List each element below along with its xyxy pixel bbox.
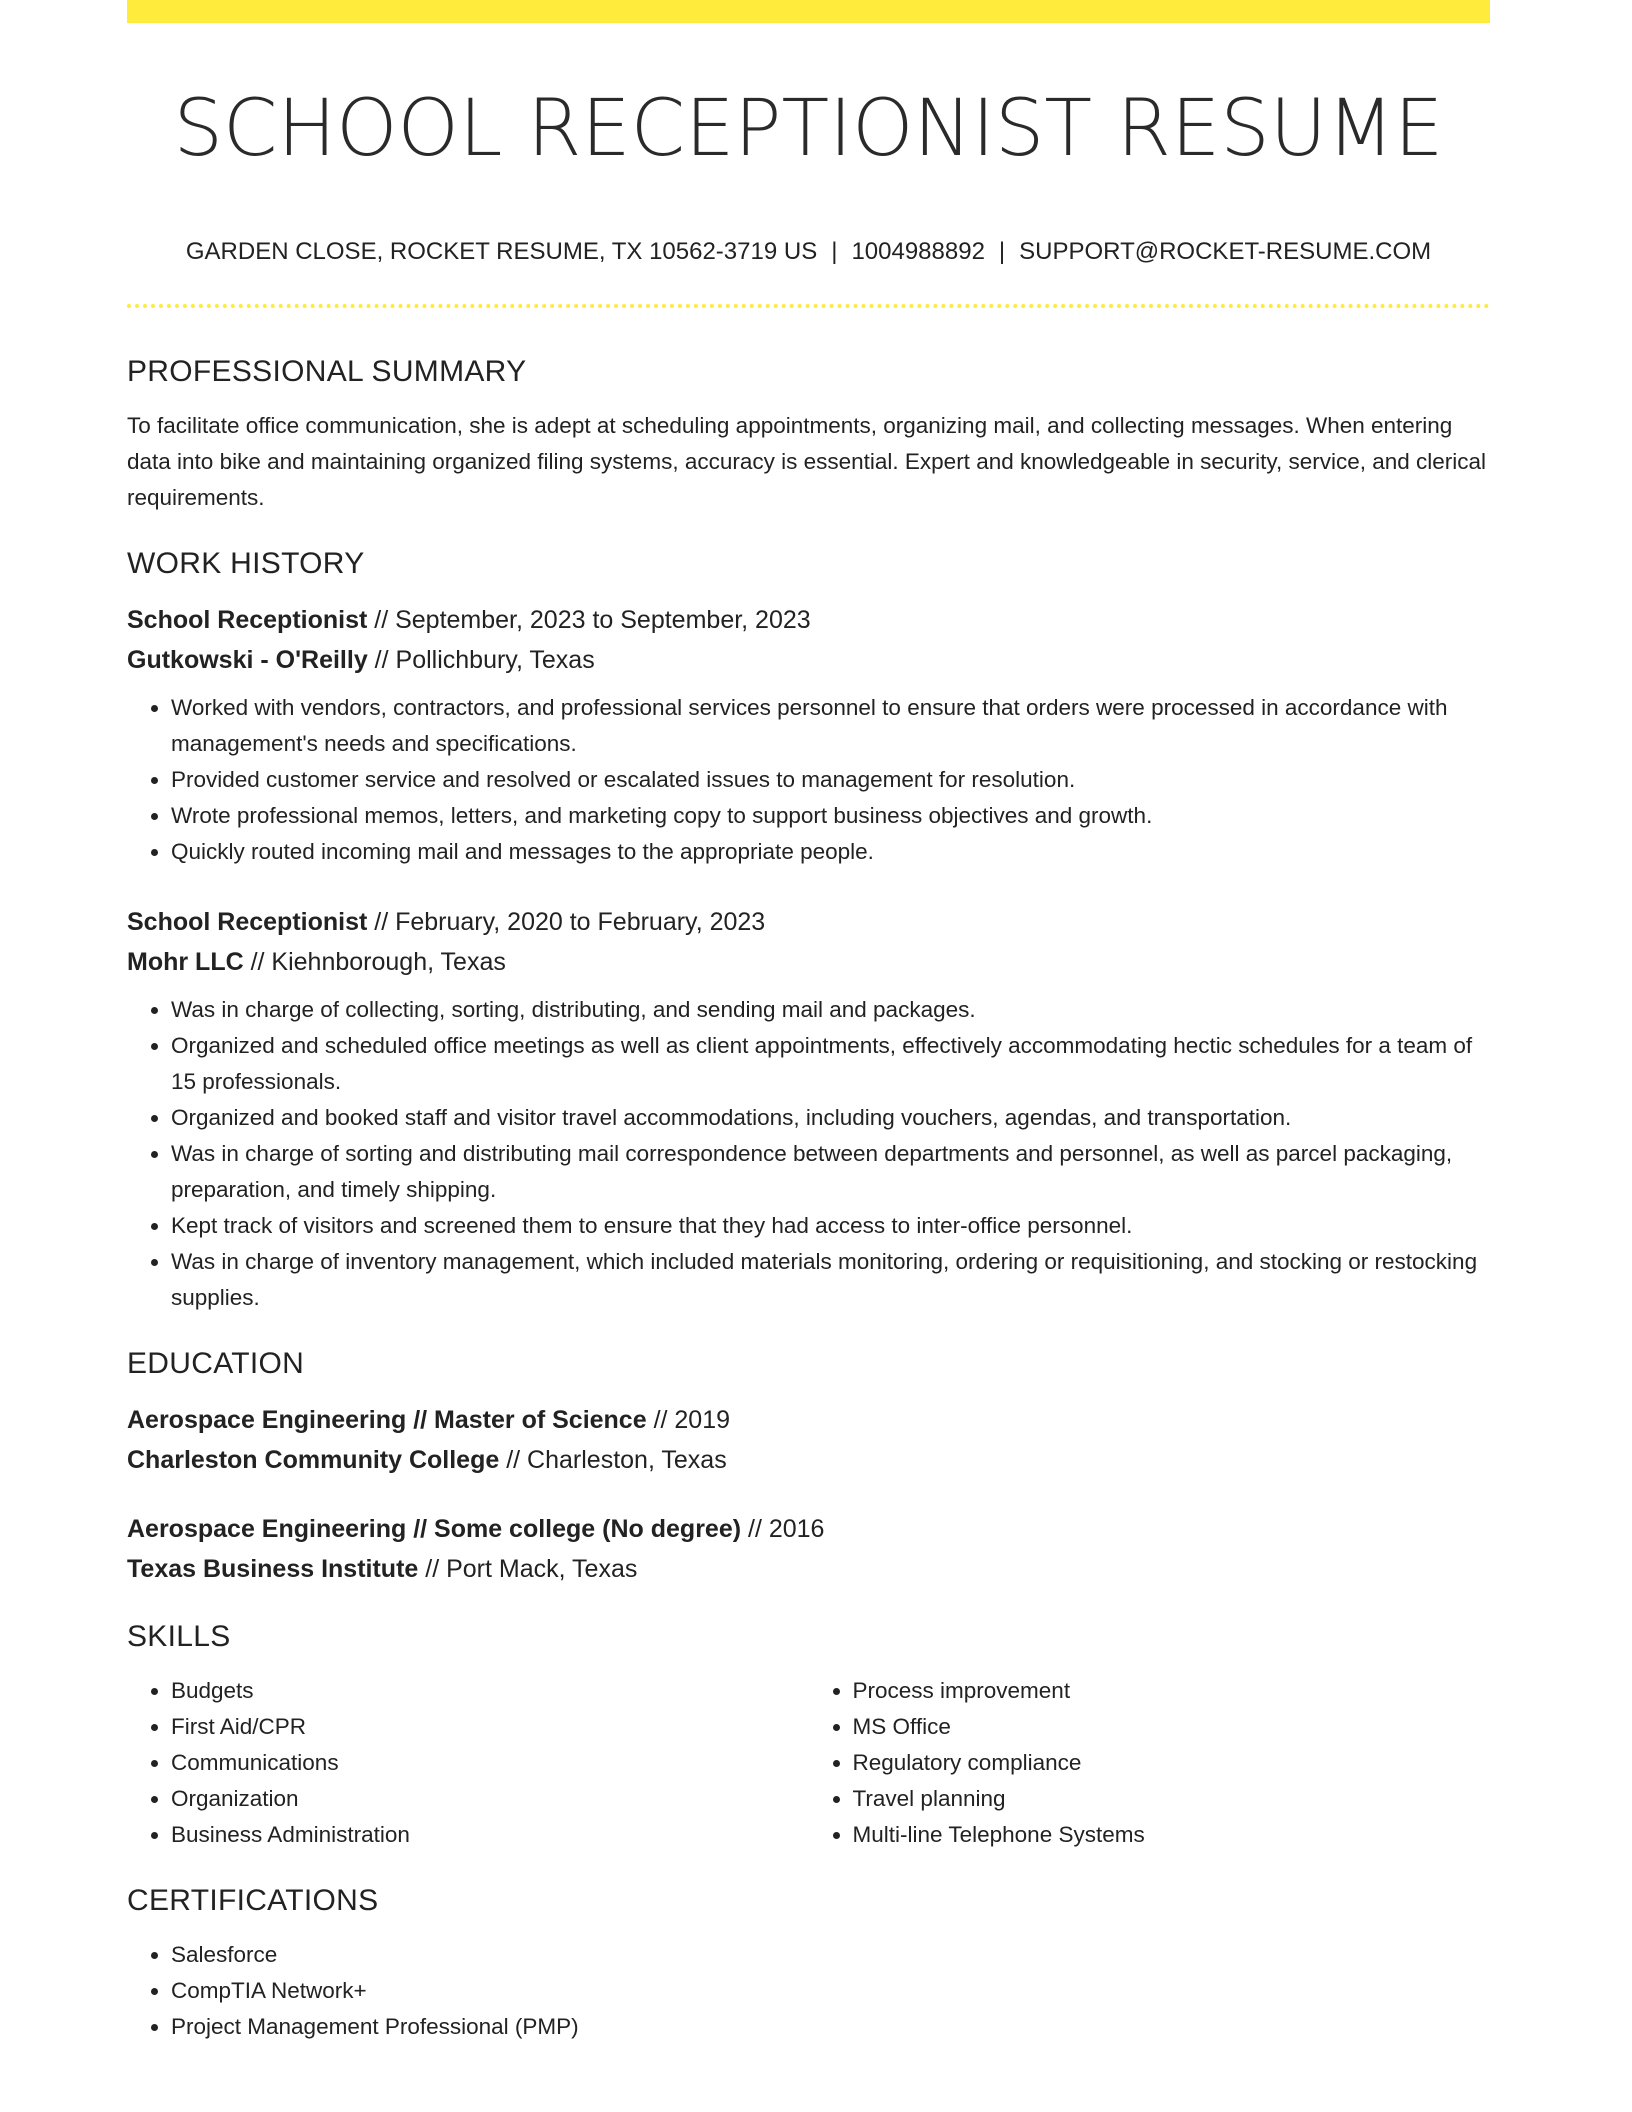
top-accent-bar [127, 0, 1490, 23]
degree: Aerospace Engineering // Master of Science [127, 1406, 647, 1434]
job-title: School Receptionist [127, 606, 368, 634]
summary-section [127, 350, 1490, 516]
job-entry [127, 600, 1490, 870]
list-item: • Quickly routed incoming mail and messages to the appropriate people. [171, 834, 1490, 870]
section-heading: WORK HISTORY [127, 547, 365, 580]
job-title: School Receptionist [127, 908, 368, 936]
work-history-section [127, 542, 1490, 1316]
list-item: • Organized and booked staff and visitor travel accommodations, including vouchers, agendas, and transportation. [171, 1100, 1490, 1136]
job-company-line [127, 942, 1490, 982]
degree-line [127, 1400, 1490, 1440]
job-location: // Pollichbury, Texas [367, 646, 595, 674]
list-item: • Budgets [171, 1673, 809, 1709]
job-company-line [127, 640, 1490, 680]
job-title-line [127, 600, 1490, 640]
degree-line [127, 1509, 1490, 1549]
job-bullets [127, 992, 1490, 1316]
list-item: • Regulatory compliance [853, 1745, 1491, 1781]
skills-left-list [127, 1673, 809, 1853]
list-item: • Kept track of visitors and screened them to ensure that they had access to inter-office personnel. [171, 1208, 1490, 1244]
job-company: Mohr LLC [127, 948, 244, 976]
job-bullets [127, 690, 1490, 870]
list-item: • MS Office [853, 1709, 1491, 1745]
list-item: • Was in charge of inventory management, which included materials monitoring, ordering or requisitioning, and stocking or restocking supplies. [171, 1244, 1490, 1316]
list-item: • Multi-line Telephone Systems [853, 1817, 1491, 1853]
job-dates: // February, 2020 to February, 2023 [367, 908, 766, 936]
school-location: // Port Mack, Texas [418, 1555, 638, 1583]
job-location: // Kiehnborough, Texas [243, 948, 506, 976]
section-heading: CERTIFICATIONS [127, 1884, 379, 1917]
resume-content [127, 350, 1490, 2045]
summary-text: To facilitate office communication, she is adept at scheduling appointments, organizing mail, and collecting messages. When entering data into bike and maintaining organized filing systems, accuracy is essential. Expert and knowledgeable in security, service, and clerical requirements. [127, 413, 1487, 510]
list-item: • First Aid/CPR [171, 1709, 809, 1745]
job-dates: // September, 2023 to September, 2023 [367, 606, 811, 634]
school: Charleston Community College [127, 1446, 500, 1474]
contact-separator: | [998, 238, 1006, 265]
page-title: SCHOOL RECEPTIONIST RESUME [173, 84, 1444, 174]
contact-line [127, 234, 1490, 270]
section-heading: SKILLS [127, 1620, 231, 1653]
school-location: // Charleston, Texas [499, 1446, 727, 1474]
list-item: • Communications [171, 1745, 809, 1781]
list-item: • Process improvement [853, 1673, 1491, 1709]
school: Texas Business Institute [127, 1555, 419, 1583]
list-item: • Worked with vendors, contractors, and professional services personnel to ensure that orders were processed in accordance with management's needs and specifications. [171, 690, 1490, 762]
certifications-list [127, 1937, 1490, 2045]
job-company: Gutkowski - O'Reilly [127, 646, 368, 674]
section-heading: EDUCATION [127, 1347, 305, 1380]
education-entry [127, 1400, 1490, 1480]
degree: Aerospace Engineering // Some college (No degree) [127, 1515, 742, 1543]
skills-section [127, 1615, 1490, 1853]
skills-right-list [809, 1673, 1491, 1853]
list-item: • Organization [171, 1781, 809, 1817]
dotted-divider [127, 304, 1490, 308]
degree-year: // 2016 [741, 1515, 825, 1543]
list-item: • Wrote professional memos, letters, and marketing copy to support business objectives and growth. [171, 798, 1490, 834]
list-item: • Was in charge of collecting, sorting, distributing, and sending mail and packages. [171, 992, 1490, 1028]
list-item: • Project Management Professional (PMP) [171, 2009, 1490, 2045]
contact-separator: | [831, 238, 838, 265]
list-item: • CompTIA Network+ [171, 1973, 1490, 2009]
contact-email[interactable]: SUPPORT@ROCKET-RESUME.COM [1019, 238, 1432, 265]
certifications-section [127, 1879, 1490, 2045]
list-item: • Organized and scheduled office meetings as well as client appointments, effectively accommodating hectic schedules for a team of 15 professionals. [171, 1028, 1490, 1100]
section-heading: PROFESSIONAL SUMMARY [127, 355, 527, 388]
job-entry [127, 902, 1490, 1316]
school-line [127, 1549, 1490, 1589]
contact-address: GARDEN CLOSE, ROCKET RESUME, TX 10562-3719 US [185, 238, 818, 265]
list-item: • Travel planning [853, 1781, 1491, 1817]
list-item: • Was in charge of sorting and distributing mail correspondence between departments and personnel, as well as parcel packaging, preparation, and timely shipping. [171, 1136, 1490, 1208]
education-entry [127, 1509, 1490, 1589]
degree-year: // 2019 [646, 1406, 731, 1434]
contact-phone: 1004988892 [851, 238, 985, 265]
job-title-line [127, 902, 1490, 942]
list-item: • Provided customer service and resolved or escalated issues to management for resolution. [171, 762, 1490, 798]
list-item: • Business Administration [171, 1817, 809, 1853]
list-item: • Salesforce [171, 1937, 1490, 1973]
education-section [127, 1342, 1490, 1589]
skills-columns [127, 1673, 1490, 1853]
school-line [127, 1440, 1490, 1480]
